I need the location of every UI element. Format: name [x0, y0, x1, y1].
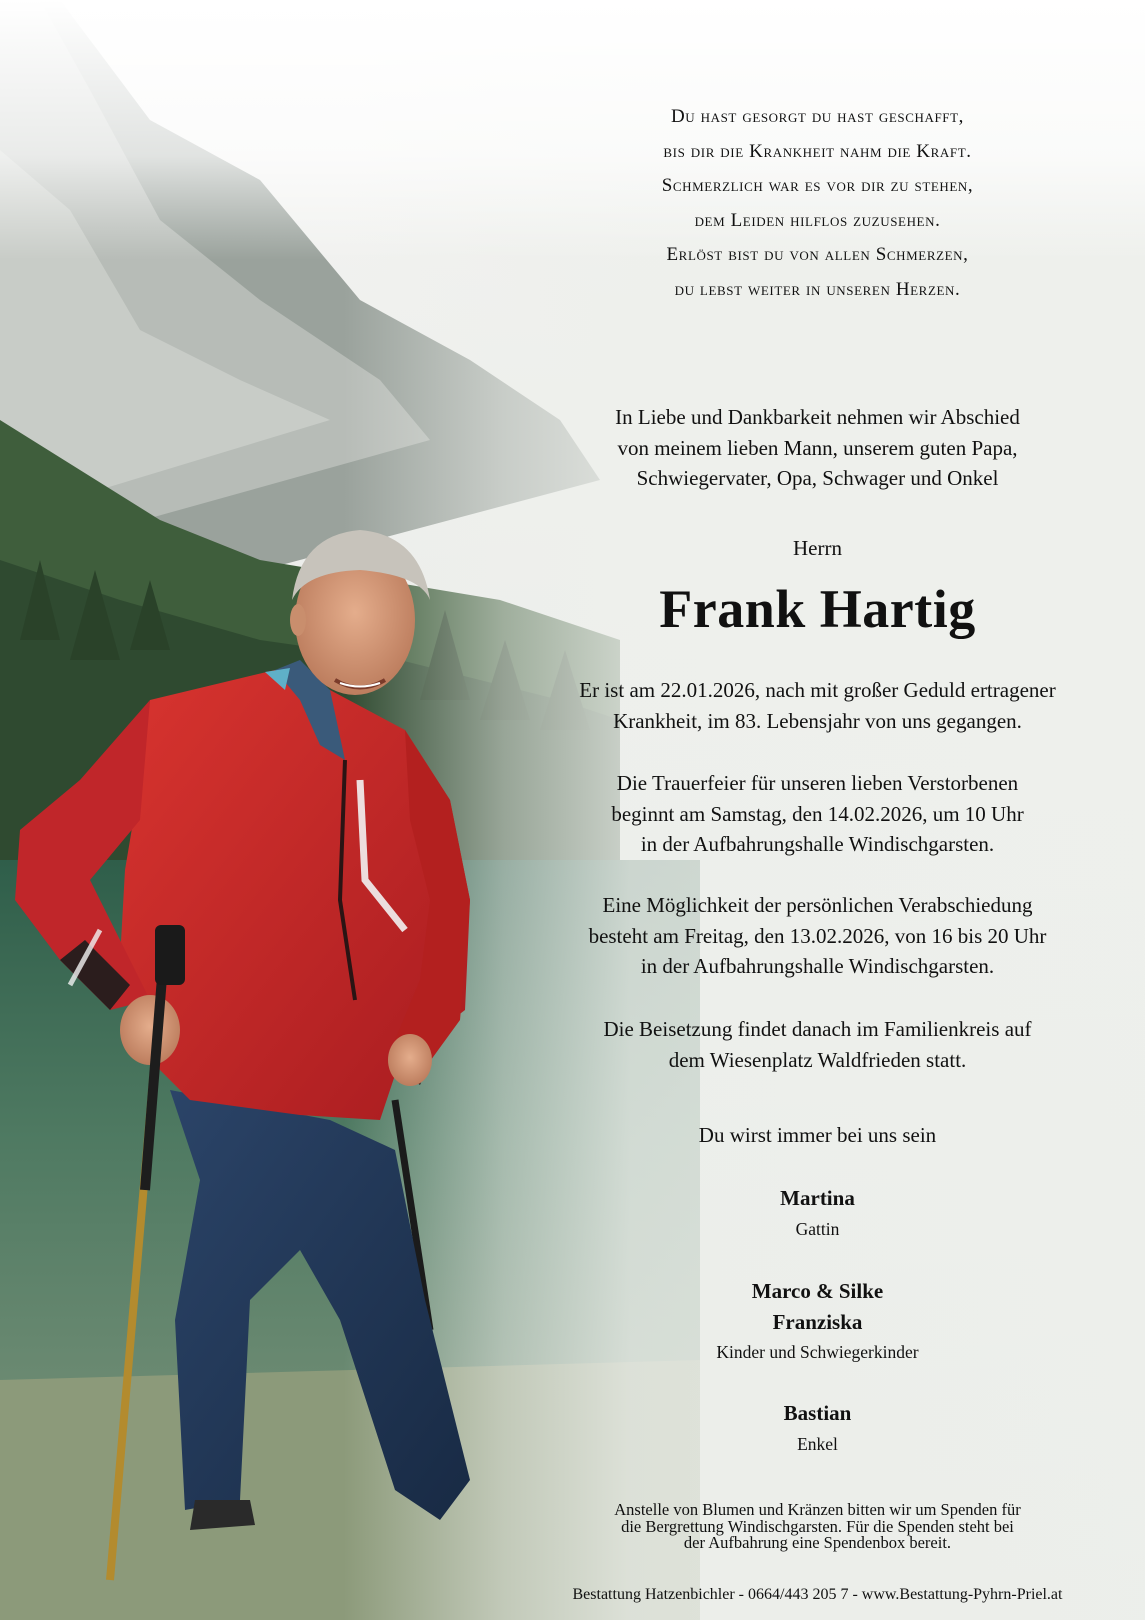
funeral-line: in der Aufbahrungshalle Windischgarsten. [640, 832, 995, 856]
donation-line: die Bergrettung Windischgarsten. Für die Spenden steht bei [621, 1516, 1014, 1536]
farewell-intro [530, 402, 1105, 494]
mourner-name: Marco & Silke [751, 1279, 884, 1303]
closing-line: Du wirst immer bei uns sein [698, 1123, 937, 1147]
funeral-line: beginnt am Samstag, den 14.02.2026, um 10 Uhr [611, 801, 1024, 826]
death-notice [530, 675, 1105, 736]
mourner-name: Martina [780, 1186, 855, 1210]
poem-line: Du hast gesorgt du hast geschafft, [670, 106, 965, 127]
mourner-relation: Kinder und Schwiegerkinder [716, 1342, 919, 1362]
donation-note [530, 1502, 1105, 1552]
intro-line: In Liebe und Dankbarkeit nehmen wir Abschied [615, 405, 1020, 429]
poem-line: Schmerzlich war es vor dir zu stehen, [661, 175, 974, 197]
burial-line: Die Beisetzung findet danach im Familienkreis auf [603, 1017, 1032, 1041]
viewing-line: Eine Möglichkeit der persönlichen Verabschiedung [602, 893, 1033, 917]
burial-info [530, 1014, 1105, 1075]
mourner-name: Franziska [772, 1309, 863, 1334]
mourner-group [530, 1276, 1105, 1368]
poem-line: Erlöst bist du von allen Schmerzen, [666, 244, 969, 266]
funeral-line: Die Trauerfeier für unseren lieben Verstorbenen [616, 771, 1019, 795]
funeral-home-footer: Bestattung Hatzenbichler - 0664/443 205 7 - www.Bestattung-Pyhrn-Priel.at [572, 1586, 1063, 1603]
death-notice-line: Er ist am 22.01.2026, nach mit großer Geduld ertragener [579, 678, 1056, 702]
memorial-poem [530, 100, 1105, 308]
mourner-name: Bastian [783, 1401, 852, 1425]
burial-line: dem Wiesenplatz Waldfrieden statt. [668, 1047, 967, 1072]
funeral-service-info [530, 768, 1105, 860]
salutation: Herrn [793, 536, 842, 560]
viewing-info [530, 890, 1105, 982]
obituary-text [530, 0, 1105, 1620]
death-notice-line: Krankheit, im 83. Lebensjahr von uns gegangen. [613, 708, 1022, 733]
mourner-group [530, 1398, 1105, 1459]
intro-line: Schwiegervater, Opa, Schwager und Onkel [636, 466, 999, 490]
mourner-group [530, 1183, 1105, 1244]
deceased-name: Frank Hartig [659, 579, 976, 639]
donation-line: Anstelle von Blumen und Kränzen bitten wir um Spenden für [614, 1500, 1021, 1519]
poem-line: du lebst weiter in unseren Herzen. [674, 278, 961, 300]
donation-line: der Aufbahrung eine Spendenbox bereit. [683, 1533, 952, 1552]
viewing-line: in der Aufbahrungshalle Windischgarsten. [640, 954, 995, 978]
poem-line: bis dir die Krankheit nahm die Kraft. [663, 140, 972, 162]
mourner-relation: Gattin [795, 1218, 840, 1239]
viewing-line: besteht am Freitag, den 13.02.2026, von 16 bis 20 Uhr [588, 923, 1047, 948]
intro-line: von meinem lieben Mann, unserem guten Papa, [617, 435, 1018, 460]
poem-line: dem Leiden hilflos zuzusehen. [694, 209, 941, 231]
mourner-relation: Enkel [797, 1433, 838, 1454]
